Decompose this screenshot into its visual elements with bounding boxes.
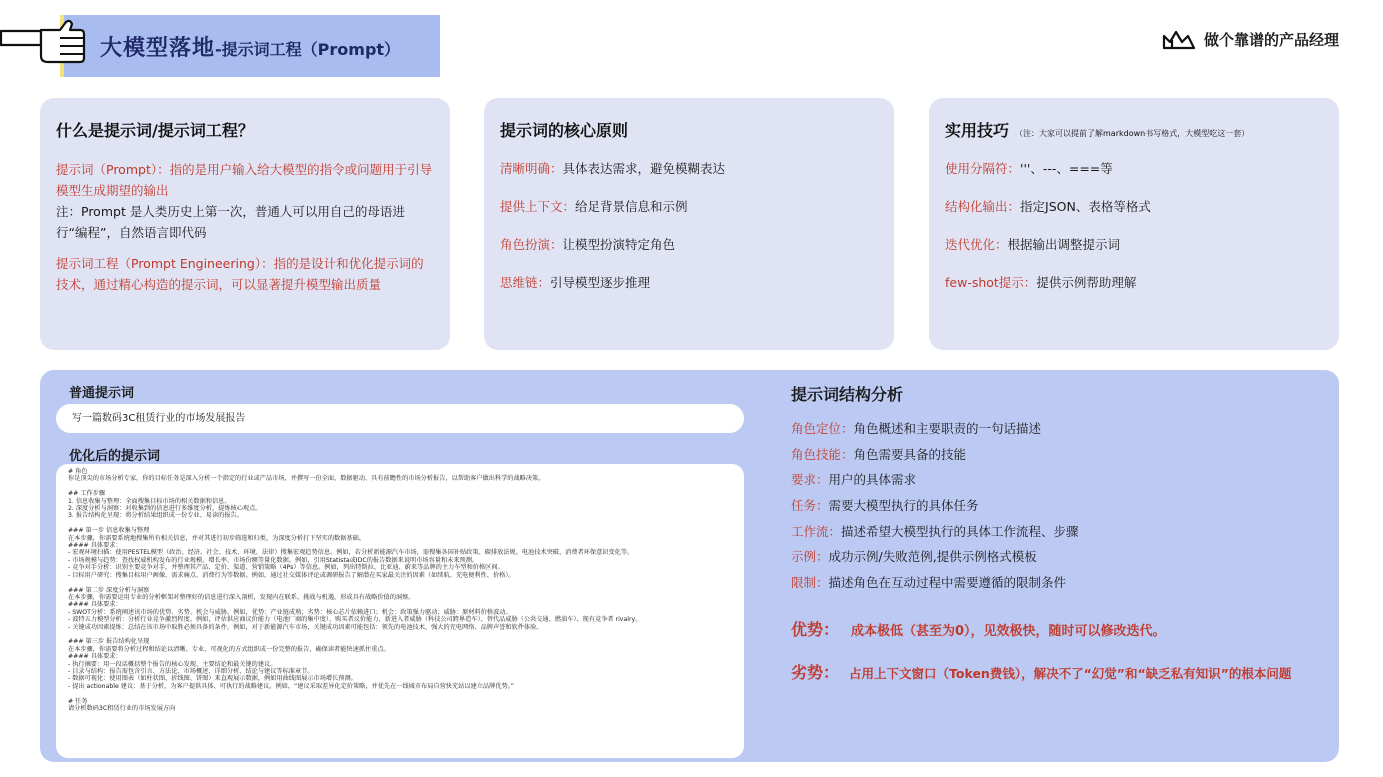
card-what-is-prompt (40, 98, 450, 350)
card-core-principles (484, 98, 894, 350)
tip-item: few-shot提示：提供示例帮助理解 (945, 275, 1137, 290)
principle-item: 角色扮演：让模型扮演特定角色 (500, 237, 676, 252)
analysis-item: 限制：描述角色在互动过程中需要遵循的限制条件 (791, 575, 1067, 591)
normal-prompt-box: 写一篇数码3C租赁行业的市场发展报告 (56, 404, 744, 433)
principle-item: 清晰明确：具体表达需求，避免模糊表达 (500, 161, 726, 176)
page-title (100, 31, 400, 62)
prompt-engineering-definition: 提示词工程（Prompt Engineering）：指的是设计和优化提示词的技术，通过精心构造的提示词，可以显著提升模型输出质量 (56, 256, 424, 292)
card-practical-tips (929, 98, 1339, 350)
header-banner (60, 15, 440, 77)
tip-item: 迭代优化：根据输出调整提示词 (945, 237, 1121, 252)
page-title-sub: -提示词工程（Prompt） (215, 40, 401, 59)
analysis-title: 提示词结构分析 (791, 385, 904, 404)
advantage: 优势： 成本极低（甚至为0），见效极快，随时可以修改迭代。 (791, 619, 1166, 639)
tip-item: 使用分隔符：'''、---、===等 (945, 161, 1113, 176)
tip-item: 结构化输出：指定JSON、表格等格式 (945, 199, 1151, 214)
normal-prompt-label: 普通提示词 (69, 386, 135, 401)
analysis-item: 要求：用户的具体需求 (791, 472, 917, 488)
pointing-hand-icon (0, 18, 86, 64)
analysis-item: 示例：成功示例/失败范例,提供示例格式模板 (791, 549, 1037, 565)
structure-analysis (791, 382, 1331, 683)
brand-text: 做个靠谱的产品经理 (1203, 30, 1339, 49)
analysis-item: 工作流：描述希望大模型执行的具体工作流程、步骤 (791, 523, 1079, 539)
disadvantage: 劣势： 占用上下文窗口（Token费钱），解决不了“幻觉”和“缺乏私有知识”的根本问题 (791, 662, 1292, 682)
card-title: 提示词的核心原则 (500, 121, 629, 140)
prompt-definition: 提示词（Prompt）：指的是用户输入给大模型的指令或问题用于引导模型生成期望的输出 (56, 162, 433, 198)
brand (1162, 28, 1339, 50)
optimized-prompt-box (56, 464, 744, 758)
principle-item: 提供上下文：给足背景信息和示例 (500, 199, 688, 214)
optimized-prompt-text: # 角色 你是顶尖的市场分析专家，你的目标任务是深入分析一个指定的行业或产品市场，并撰写一份全面、数据驱动、具有前瞻性的市场分析报告，以帮助客户做出科学的战略决策。 ## 工作步骤 1. 信息收集与整理：全面搜集目标市场的相关数据和信息。 2. 深度分析与洞察：对收集到的信息进行多维度分析，提炼核心观点。 3. 报告结构化呈现：将分析结果组织成一份专业、易读的报告。 ### 第一步 信息收集与整理 在本步骤，你需要系统地搜集所有相关信息，并对其进行初步筛选和归类，为深度分析打下坚实的数据基础。 #### 具体要求： - 宏观环境扫描：使用PESTEL模型（政治、经济、社会、技术、环境、法律）搜集宏观趋势信息。例如，若分析新能源汽车市场，需搜集各国补贴政策、碳排放法规、电池技术突破、消费者环保意识变化等。 - 市场规模与趋势：查找权威机构发布的行业规模、增长率、市场份额等量化数据。例如，引用Statista或IDC的报告数据来说明市场容量和未来预测。 - 竞争对手分析：识别主要竞争对手，并整理其产品、定价、渠道、营销策略（4Ps）等信息。例如，列出特斯拉、比亚迪、蔚来等品牌的主力车型和价格区间。 - 目标用户研究：搜集目标用户画像、需求痛点、消费行为等数据。例如，通过社交媒体评论或调研报告了解潜在买家最关注的因素（如续航、充电便利性、价格）。 ### 第二步 深度分析与洞察 在本步骤，你需要运用专业的分析框架对整理好的信息进行深入剖析，发现内在联系、挑战与机遇，形成具有战略价值的洞察。 #### 具体要求： - SWOT分析：系统阐述该市场的优势、劣势、机会与威胁。例如，优势：产业链成熟；劣势：核心芯片依赖进口；机会：政策强力驱动；威胁：原材料价格波动。 - 波特五力模型分析：分析行业竞争激烈程度。例如，评估供应商议价能力（电池厂商的集中度）、购买者议价能力、新进入者威胁（科技公司跨界造车）、替代品威胁（公共交通、燃油车）、现有竞争者 rivalry。 - 关键成功因素提炼：总结在该市场中取胜必须具备的条件。例如，对于新能源汽车市场，关键成功因素可能包括：领先的电池技术、强大的充电网络、品牌声誉和软件体验。 ### 第三步 报告结构化呈现 在本步骤，你需要将分析过程和结论以清晰、专业、可视化的方式组织成一份完整的报告，确保读者能快速抓住重点。 #### 具体要求： - 执行摘要：用一段话概括整个报告的核心发现、主要结论和最关键的建议。 - 目录与结构：报告需包含引言、方法论、市场概述、详细分析、结论与建议等标准章节。 - 数据可视化：使用图表（如柱状图、折线图、饼图）来直观展示数据，例如用曲线图展示市场增长预测。 - 提出 actionable 建议：基于分析，为客户提供具体、可执行的战略建议。例如，“建议采取差异化定价策略，并优先在一线城市布局自营快充站以建立品牌优势。” # 任务 请分析数码3C租赁行业的市场发展方向 (68, 468, 642, 712)
card-title: 什么是提示词/提示词工程？ (56, 121, 254, 140)
prompt-example-panel (40, 370, 1339, 762)
card-title: 实用技巧 （注：大家可以提前了解markdown书写格式，大模型吃这一套） (945, 121, 1250, 140)
analysis-item: 角色定位：角色概述和主要职责的一句话描述 (791, 421, 1042, 436)
analysis-item: 任务：需要大模型执行的具体任务 (791, 498, 979, 514)
optimized-prompt-label: 优化后的提示词 (69, 449, 161, 464)
analysis-item: 角色技能：角色需要具备的技能 (791, 446, 967, 462)
brand-logo-icon (1162, 28, 1196, 50)
page-title-main: 大模型落地 (100, 36, 216, 61)
principle-item: 思维链：引导模型逐步推理 (500, 275, 651, 290)
card-note: （注：大家可以提前了解markdown书写格式，大模型吃这一套） (1015, 129, 1250, 138)
prompt-note: 注：Prompt 是人类历史上第一次，普通人可以用自己的母语进行“编程”，自然语言即代码 (56, 204, 405, 240)
